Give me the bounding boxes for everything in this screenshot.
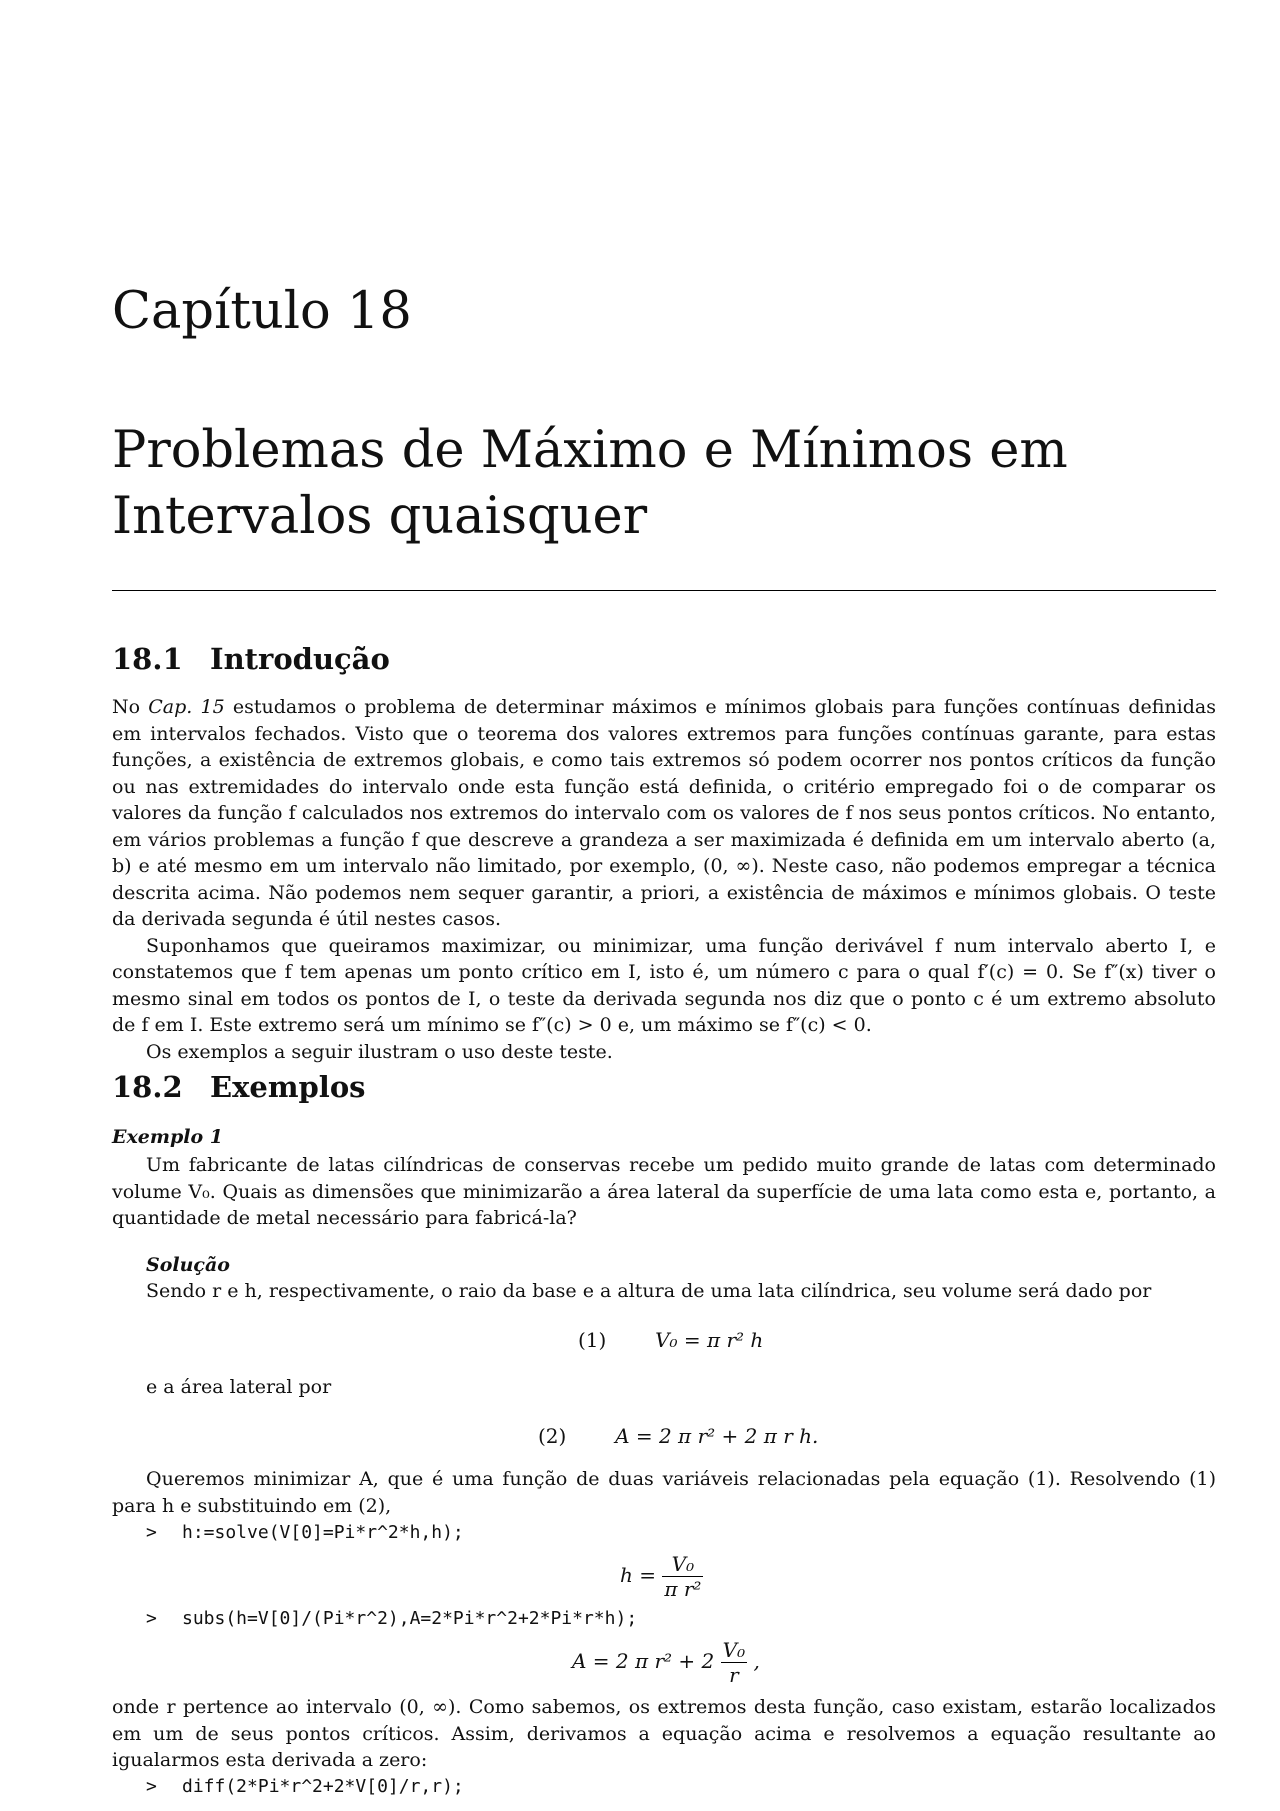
section-title: Introdução [210,642,390,676]
result-1: h = $\frac{\text{V₀}}{\text{π r²}}$ [620,1552,702,1601]
maple-command-1 [146,1522,464,1543]
area-intro: e a área lateral por [146,1376,332,1398]
section-number: 18.1 [112,642,183,676]
chapter-title-line2: Intervalos quaisquer [112,487,648,546]
intro-paragraph-3: Os exemplos a seguir ilustram o uso deste teste. [146,1040,613,1063]
example-text: Um fabricante de latas cilíndricas de conservas recebe um pedido muito grande de latas com determinado volume V₀. Quais as dimensões que minimizarão a área lateral da superfície de uma lata como esta e, portanto, a quantidade de metal necessário para fabricá-la? [112,1154,1216,1229]
prompt: > [146,1608,157,1629]
minimize-text: Queremos minimizar A, que é uma função de duas variáveis relacionadas pela equação (1). Resolvendo (1) para h e substituindo em (2), [112,1468,1216,1517]
command-text: subs(h=V[0]/(Pi*r^2),A=2*Pi*r^2+2*Pi*r*h); [182,1608,638,1629]
fraction: $\frac{\text{V₀}}{r}$ [722,1638,746,1687]
result-2: A = 2 π r² + 2 $\frac{\text{V₀}}{r}$ , [572,1638,760,1687]
title-divider [112,590,1216,591]
prompt: > [146,1776,157,1797]
maple-command-2 [146,1608,637,1629]
chapter-title [112,418,1216,550]
example-label: Exemplo 1 [112,1126,224,1148]
chapter-title-line1: Problemas de Máximo e Mínimos em [112,421,1068,480]
intro-body [112,694,1216,1065]
cap-reference: Cap. 15 [148,696,225,718]
intro-paragraph-2: Suponhamos que queiramos maximizar, ou minimizar, uma função derivável f num intervalo aberto I, e constatemos que f tem apenas um ponto crítico em I, isto é, um número c para o qual f′(c) = 0. Se f″(x) tiver o mesmo sinal em todos os pontos de I, o teste da derivada segunda nos diz que o ponto c é um extremo absoluto de f em I. Este extremo será um mínimo se f″(c) > 0 e, um máximo se f″(c) < 0. [112,934,1216,1036]
section-heading-intro [112,642,390,676]
command-text: diff(2*Pi*r^2+2*V[0]/r,r); [182,1776,464,1797]
equation-body: A = 2 π r² + 2 π r h. [615,1424,819,1448]
intro-paragraph-1: No Cap. 15 estudamos o problema de determinar máximos e mínimos globais para funções contínuas definidas em intervalos fechados. Visto que o teorema dos valores extremos para funções contínuas garante, para estas funções, a existência de extremos globais, e como tais extremos só podem ocorrer nos pontos críticos da função ou nas extremidades do intervalo onde esta função está definida, o critério empregado foi o de comparar os valores da função f calculados nos extremos do intervalo com os valores de f nos seus pontos críticos. No entanto, em vários problemas a função f que descreve a grandeza a ser maximizada é definida em um intervalo aberto (a, b) e até mesmo em um intervalo não limitado, por exemplo, (0, ∞). Neste caso, não podemos empregar a técnica descrita acima. Não podemos nem sequer garantir, a priori, a existência de máximos e mínimos globais. O teste da derivada segunda é útil nestes casos. [112,696,1216,930]
maple-command-3 [146,1776,464,1797]
fraction: $\frac{\text{V₀}}{\text{π r²}}$ [664,1552,702,1601]
command-text: h:=solve(V[0]=Pi*r^2*h,h); [182,1522,464,1543]
prompt: > [146,1522,157,1543]
equation-1 [578,1328,763,1352]
chapter-label: Capítulo 18 [112,282,412,341]
equation-number: (1) [578,1328,607,1352]
equation-body: V₀ = π r² h [655,1328,764,1352]
equation-2 [538,1424,818,1448]
section-title: Exemplos [210,1070,366,1104]
after-text: onde r pertence ao intervalo (0, ∞). Como sabemos, os extremos desta função, caso existam, estarão localizados em um de seus pontos críticos. Assim, derivamos a equação acima e resolvemos a equação resultante ao igualarmos esta derivada a zero: [112,1696,1216,1771]
section-number: 18.2 [112,1070,183,1104]
solution-intro: Sendo r e h, respectivamente, o raio da base e a altura de uma lata cilíndrica, seu volume será dado por [146,1280,1152,1302]
solution-label: Solução [146,1254,230,1276]
equation-number: (2) [538,1424,567,1448]
section-heading-examples [112,1070,366,1104]
